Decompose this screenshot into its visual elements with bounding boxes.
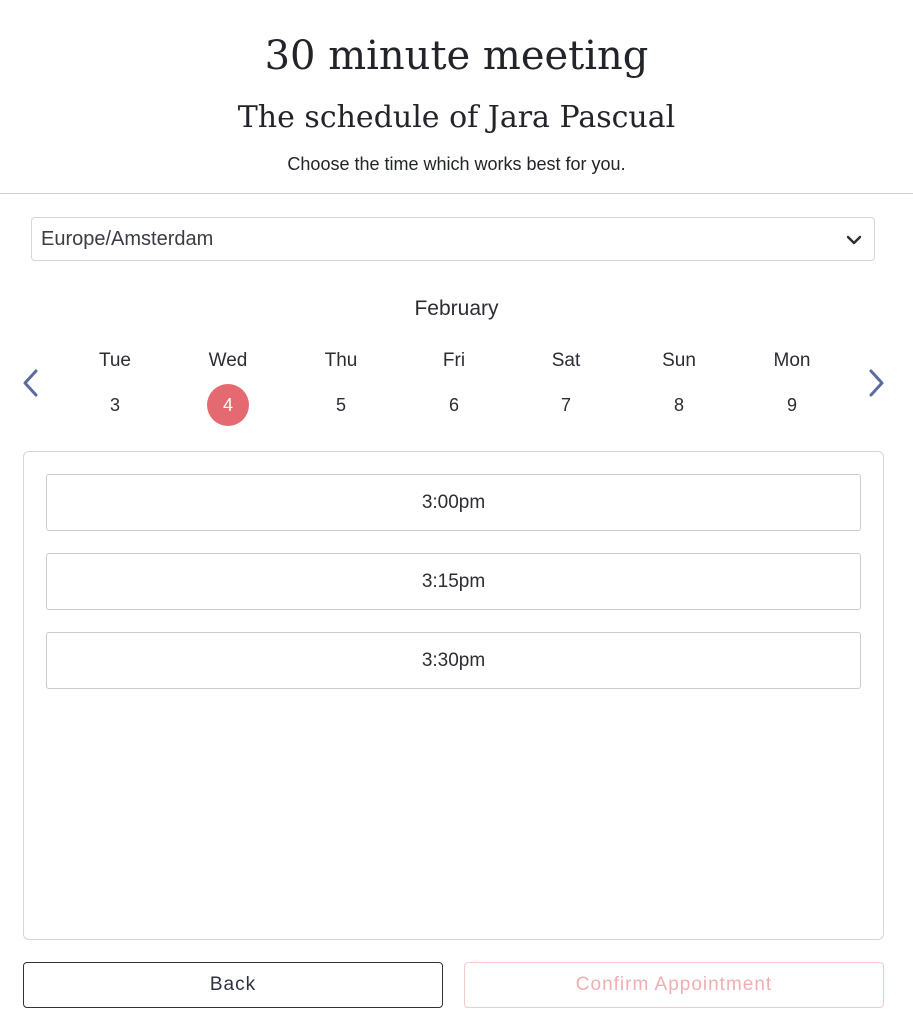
day-number: 3	[109, 395, 120, 415]
day-sat-7[interactable]	[536, 348, 596, 426]
day-number: 9	[786, 395, 797, 415]
day-number: 7	[560, 395, 571, 415]
day-number: 6	[448, 395, 459, 415]
meeting-title: 30 minute meeting	[264, 33, 649, 79]
confirm-appointment-button[interactable]: Confirm Appointment	[464, 962, 884, 1008]
timezone-value: Europe/Amsterdam	[41, 228, 214, 250]
instruction-text: Choose the time which works best for you.	[287, 154, 626, 174]
schedule-owner-subtitle: The schedule of Jara Pascual	[237, 100, 676, 135]
day-number: 5	[335, 395, 346, 415]
back-button[interactable]: Back	[23, 962, 443, 1008]
day-name: Mon	[773, 350, 811, 371]
time-slot-button[interactable]: 3:15pm	[46, 553, 861, 610]
time-slot-button[interactable]: 3:00pm	[46, 474, 861, 531]
chevron-right-icon[interactable]	[864, 366, 888, 400]
day-name: Thu	[324, 350, 358, 371]
day-fri-6[interactable]	[424, 348, 484, 426]
day-thu-5[interactable]	[311, 348, 371, 426]
day-name: Fri	[442, 350, 466, 371]
time-slot-button[interactable]: 3:30pm	[46, 632, 861, 689]
day-name: Wed	[208, 350, 248, 371]
day-name: Sat	[551, 350, 581, 371]
chevron-left-icon[interactable]	[19, 366, 43, 400]
day-number: 8	[673, 395, 684, 415]
chevron-down-icon	[844, 230, 864, 250]
day-name: Tue	[98, 350, 132, 371]
timezone-select[interactable]	[31, 217, 875, 261]
time-slots-panel	[23, 451, 884, 940]
page-header	[0, 0, 913, 194]
day-sun-8[interactable]	[649, 348, 709, 426]
day-tue-3[interactable]	[85, 348, 145, 426]
day-number-selected: 4	[207, 384, 249, 426]
day-mon-9[interactable]	[762, 348, 822, 426]
day-wed-4-selected[interactable]	[198, 348, 258, 426]
day-name: Sun	[662, 350, 696, 371]
calendar-month: February	[414, 297, 499, 320]
